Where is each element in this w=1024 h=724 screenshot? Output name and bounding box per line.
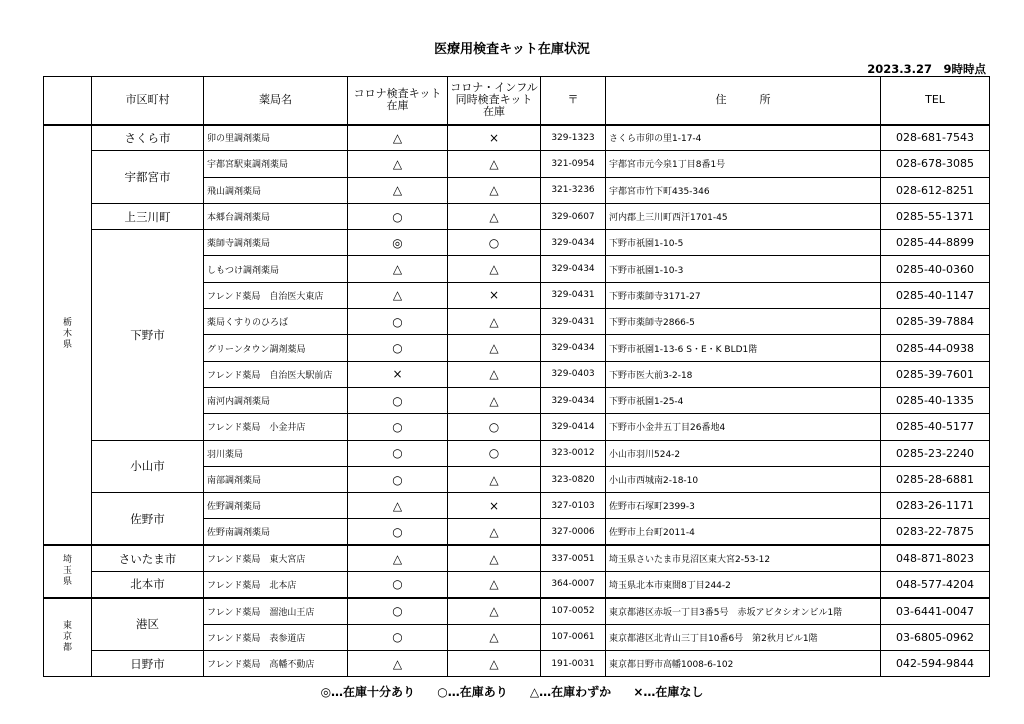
combo-stock: △ [448,203,541,229]
phone-number: 0285-44-8899 [881,230,990,256]
city-cell: 小山市 [92,440,204,493]
header-combo [448,77,541,125]
city-cell: さくら市 [92,125,204,151]
table-row [44,230,990,256]
address: 下野市祇園1-25-4 [606,387,881,413]
pharmacy-name: グリーンタウン調剤薬局 [204,335,348,361]
city-cell: 宇都宮市 [92,151,204,204]
postal-code: 321-3236 [541,177,606,203]
pharmacy-name: 薬師寺調剤薬局 [204,230,348,256]
header-combo-line2: 同時検査キット [455,93,533,107]
postal-code: 329-0434 [541,335,606,361]
header-combo-line1: コロナ・インフル [450,81,538,95]
phone-number: 03-6441-0047 [881,598,990,624]
header-pharmacy: 薬局名 [204,77,348,125]
address: 佐野市石塚町2399-3 [606,493,881,519]
prefecture-char: 県 [62,577,72,588]
prefecture-char: 京 [62,632,72,643]
combo-stock: △ [448,466,541,492]
combo-stock: △ [448,519,541,545]
pharmacy-name: しもつけ調剤薬局 [204,256,348,282]
address: 下野市医大前3-2-18 [606,361,881,387]
corona-stock: △ [348,545,448,571]
legend-item: ×…在庫なし [633,685,704,699]
prefecture-cell [44,598,92,677]
combo-stock: × [448,493,541,519]
postal-code: 323-0820 [541,466,606,492]
pharmacy-name: 羽川薬局 [204,440,348,466]
address: 下野市小金井五丁目26番地4 [606,414,881,440]
phone-number: 0285-39-7601 [881,361,990,387]
phone-number: 0285-39-7884 [881,309,990,335]
corona-stock: ○ [348,598,448,624]
prefecture-cell [44,545,92,598]
postal-code: 329-0607 [541,203,606,229]
prefecture-char: 都 [62,643,72,654]
address: 佐野市上台町2011-4 [606,519,881,545]
legend-item: ○…在庫あり [437,685,508,699]
header-row [44,77,990,125]
header-tel: TEL [881,77,990,125]
corona-stock: ○ [348,624,448,650]
legend-item: △…在庫わずか [529,685,612,699]
header-corona-line1: コロナ検査キット [353,87,442,101]
combo-stock: △ [448,545,541,571]
header-pref [44,77,92,125]
city-cell: 佐野市 [92,493,204,546]
pharmacy-name: フレンド薬局 高幡不動店 [204,650,348,676]
table-row [44,545,990,571]
city-cell: 港区 [92,598,204,651]
combo-stock: △ [448,151,541,177]
address: 小山市羽川524-2 [606,440,881,466]
combo-stock: × [448,125,541,151]
address: 東京都港区赤坂一丁目3番5号 赤坂アビタシオンビル1階 [606,598,881,624]
pharmacy-name: 卯の里調剤薬局 [204,125,348,151]
phone-number: 042-594-9844 [881,650,990,676]
postal-code: 323-0012 [541,440,606,466]
postal-code: 329-0434 [541,230,606,256]
address: 下野市薬師寺2866-5 [606,309,881,335]
postal-code: 329-1323 [541,125,606,151]
phone-number: 03-6805-0962 [881,624,990,650]
page-title: 医療用検査キット在庫状況 [434,42,590,57]
table-row [44,440,990,466]
table-row [44,125,990,151]
pharmacy-name: フレンド薬局 自治医大東店 [204,282,348,308]
pharmacy-name: 本郷台調剤薬局 [204,203,348,229]
table-row [44,572,990,598]
corona-stock: ○ [348,335,448,361]
address: 埼玉県北本市東間8丁目244-2 [606,572,881,598]
prefecture-cell [44,125,92,546]
pharmacy-name: フレンド薬局 自治医大駅前店 [204,361,348,387]
address: 宇都宮市竹下町435-346 [606,177,881,203]
postal-code: 329-0403 [541,361,606,387]
table-row [44,493,990,519]
combo-stock: △ [448,256,541,282]
prefecture-char: 栃 [62,318,72,329]
pharmacy-name: 南部調剤薬局 [204,466,348,492]
postal-code: 329-0434 [541,256,606,282]
corona-stock: ○ [348,572,448,598]
address: 下野市祇園1-10-3 [606,256,881,282]
address: 河内郡上三川町西汗1701-45 [606,203,881,229]
combo-stock: ○ [448,230,541,256]
city-cell: 下野市 [92,230,204,440]
phone-number: 0283-26-1171 [881,493,990,519]
phone-number: 0285-40-1335 [881,387,990,413]
phone-number: 028-612-8251 [881,177,990,203]
corona-stock: ○ [348,519,448,545]
postal-code: 107-0052 [541,598,606,624]
prefecture-char: 東 [62,621,72,632]
corona-stock: △ [348,125,448,151]
combo-stock: △ [448,309,541,335]
phone-number: 0285-40-0360 [881,256,990,282]
city-cell: 上三川町 [92,203,204,229]
pharmacy-name: フレンド薬局 小金井店 [204,414,348,440]
corona-stock: △ [348,650,448,676]
pharmacy-name: フレンド薬局 溜池山王店 [204,598,348,624]
combo-stock: △ [448,361,541,387]
legend-item: ◎…在庫十分あり [320,685,416,699]
prefecture-char: 玉 [62,566,72,577]
pharmacy-name: フレンド薬局 北本店 [204,572,348,598]
stock-table [43,76,990,677]
phone-number: 0285-44-0938 [881,335,990,361]
postal-code: 321-0954 [541,151,606,177]
corona-stock: △ [348,151,448,177]
combo-stock: △ [448,177,541,203]
city-cell: 北本市 [92,572,204,598]
postal-code: 191-0031 [541,650,606,676]
corona-stock: ○ [348,440,448,466]
pharmacy-name: 宇都宮駅東調剤薬局 [204,151,348,177]
corona-stock: △ [348,177,448,203]
combo-stock: △ [448,572,541,598]
prefecture-char: 埼 [62,555,72,566]
corona-stock: ○ [348,466,448,492]
address: 小山市西城南2-18-10 [606,466,881,492]
corona-stock: △ [348,256,448,282]
header-address: 住 所 [606,77,881,125]
combo-stock: ○ [448,414,541,440]
corona-stock: ◎ [348,230,448,256]
address: さくら市卯の里1-17-4 [606,125,881,151]
address: 下野市祇園1-13-6 S・E・K BLD1階 [606,335,881,361]
phone-number: 028-678-3085 [881,151,990,177]
timestamp: 2023.3.27 9時時点 [867,62,986,76]
corona-stock: △ [348,493,448,519]
phone-number: 0285-55-1371 [881,203,990,229]
header-combo-line3: 在庫 [483,105,505,119]
prefecture-char: 県 [62,340,72,351]
combo-stock: △ [448,624,541,650]
combo-stock: × [448,282,541,308]
corona-stock: ○ [348,309,448,335]
header-corona [348,77,448,125]
phone-number: 048-871-8023 [881,545,990,571]
address: 東京都港区北青山三丁目10番6号 第2秋月ビル1階 [606,624,881,650]
legend [0,683,1024,700]
pharmacy-name: フレンド薬局 東大宮店 [204,545,348,571]
address: 宇都宮市元今泉1丁目8番1号 [606,151,881,177]
postal-code: 327-0103 [541,493,606,519]
city-cell: さいたま市 [92,545,204,571]
phone-number: 048-577-4204 [881,572,990,598]
prefecture-char: 木 [62,329,72,340]
postal-code: 107-0061 [541,624,606,650]
combo-stock: △ [448,387,541,413]
combo-stock: △ [448,598,541,624]
table-row [44,151,990,177]
postal-code: 337-0051 [541,545,606,571]
address: 埼玉県さいたま市見沼区東大宮2-53-12 [606,545,881,571]
corona-stock: △ [348,282,448,308]
city-cell: 日野市 [92,650,204,676]
corona-stock: ○ [348,203,448,229]
address: 東京都日野市高幡1008-6-102 [606,650,881,676]
corona-stock: × [348,361,448,387]
postal-code: 329-0431 [541,282,606,308]
phone-number: 0285-40-1147 [881,282,990,308]
corona-stock: ○ [348,414,448,440]
phone-number: 0285-28-6881 [881,466,990,492]
table-row [44,598,990,624]
combo-stock: △ [448,335,541,361]
pharmacy-name: フレンド薬局 表参道店 [204,624,348,650]
postal-code: 327-0006 [541,519,606,545]
table-row [44,203,990,229]
postal-code: 329-0431 [541,309,606,335]
address: 下野市薬師寺3171-27 [606,282,881,308]
header-corona-line2: 在庫 [386,99,409,113]
combo-stock: ○ [448,440,541,466]
header-zip: 〒 [541,77,606,125]
pharmacy-name: 佐野南調剤薬局 [204,519,348,545]
phone-number: 0285-40-5177 [881,414,990,440]
pharmacy-name: 南河内調剤薬局 [204,387,348,413]
phone-number: 028-681-7543 [881,125,990,151]
pharmacy-name: 佐野調剤薬局 [204,493,348,519]
postal-code: 364-0007 [541,572,606,598]
pharmacy-name: 薬局くすりのひろば [204,309,348,335]
postal-code: 329-0414 [541,414,606,440]
phone-number: 0285-23-2240 [881,440,990,466]
phone-number: 0283-22-7875 [881,519,990,545]
address: 下野市祇園1-10-5 [606,230,881,256]
header-city: 市区町村 [92,77,204,125]
pharmacy-name: 飛山調剤薬局 [204,177,348,203]
postal-code: 329-0434 [541,387,606,413]
combo-stock: △ [448,650,541,676]
table-row [44,650,990,676]
corona-stock: ○ [348,387,448,413]
